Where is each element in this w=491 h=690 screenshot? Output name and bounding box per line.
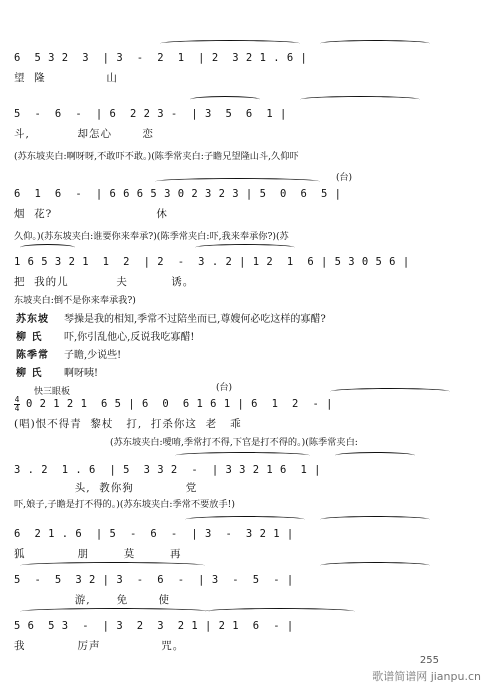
spoken-interjection: 久仰。)(苏东坡夹白:谁要你来奉承?)(陈季常夹白:吓,我来奉承你?)(苏 (14, 231, 289, 242)
lyric-line: 我 厉声 咒。 (14, 640, 185, 652)
percussion-marker: (台) (216, 383, 233, 393)
dialogue-line (16, 328, 483, 343)
slur (330, 388, 450, 395)
time-signature-bottom: 4 (14, 404, 20, 413)
dialogue-text: 子瞻,少说些! (64, 350, 122, 361)
score-system-4 (0, 242, 491, 304)
slur (20, 608, 210, 615)
page-number: 255 (419, 655, 439, 666)
lyric-line: 把 我的儿 夫 诱。 (14, 276, 195, 288)
slur (205, 608, 355, 615)
score-system-9 (0, 606, 491, 656)
slur (185, 516, 305, 523)
lyric-line: 斗, 却怎心 恋 (14, 128, 154, 140)
slur (190, 96, 260, 103)
slur (320, 40, 430, 47)
spoken-interjection: 东坡夹白:倒不是你来奉承我?) (14, 295, 136, 306)
score-system-8 (0, 560, 491, 606)
dialogue-text: 啊呀咦! (64, 368, 99, 379)
lyric-line: 狐 朋 莫 再 (14, 548, 182, 560)
site-watermark: 歌谱简谱网 jianpu.cn (372, 670, 481, 683)
notation-line: 3 . 2 1 . 6 | 5 3 3 2 - | 3 3 2 1 6 1 | (14, 464, 321, 476)
notation-line: 6 5 3 2 3 | 3 - 2 1 | 2 3 2 1 . 6 | (14, 52, 308, 64)
slur (20, 562, 205, 569)
score-system-2 (0, 94, 491, 164)
dialogue-line (16, 364, 483, 379)
notation-line: 0 2 1 2 1 6 5 | 6 0 6 1 6 1 | 6 1 2 - | (26, 398, 333, 410)
notation-line: 6 2 1 . 6 | 5 - 6 - | 3 - 3 2 1 | (14, 528, 294, 540)
percussion-marker: (台) (336, 173, 353, 183)
slur (195, 244, 295, 251)
dialogue-text: 吓,你引乱他心,反说我吃寡醋! (64, 332, 195, 343)
lyric-line: 烟 花? 休 (14, 208, 168, 220)
speaker-name: 陈季常 (16, 350, 49, 361)
slur (335, 452, 415, 459)
dialogue-line (16, 310, 483, 325)
tempo-marking: 快三眼板 (34, 387, 71, 397)
spoken-interjection: (苏东坡夹白:啊呀呀,不敢吓不敢。)(陈季常夹白:子瞻兄望隆山斗,久仰吓 (14, 151, 299, 162)
spoken-interjection: (苏东坡夹白:噯唷,季常打不得,下官是打不得的。)(陈季常夹白: (110, 437, 358, 448)
dialogue-text: 琴操是我的相知,季常不过陪坐而已,尊嫂何必吃这样的寡醋? (64, 314, 326, 325)
slur (320, 562, 430, 569)
score-system-1 (0, 38, 491, 82)
lyric-line: (唱)恨不得青 黎杖 打, 打杀你这 老 乖 (14, 418, 242, 430)
speaker-name: 柳 氏 (16, 332, 43, 343)
speaker-name: 柳 氏 (16, 368, 43, 379)
spoken-interjection: 吓,娘子,子瞻是打不得的。)(苏东坡夹白:季常不要放手!) (14, 499, 235, 510)
score-system-7 (0, 514, 491, 560)
notation-line: 5 - 5 3 2 | 3 - 6 - | 3 - 5 - | (14, 574, 294, 586)
notation-line: 1 6 5 3 2 1 1 2 | 2 - 3 . 2 | 1 2 1 6 | 5 3 0 5 6 | (14, 256, 410, 268)
slur (160, 40, 300, 47)
notation-line: 6 1 6 - | 6 6 6 5 3 0 2 3 2 3 | 5 0 6 5 | (14, 188, 342, 200)
dialogue-line (16, 346, 483, 361)
score-system-3 (0, 170, 491, 240)
lyric-line: 游, 免 使 (14, 594, 170, 606)
score-system-6 (0, 450, 491, 512)
score-system-5 (0, 380, 491, 450)
slur (20, 244, 75, 251)
slur (155, 178, 320, 185)
speaker-name: 苏东坡 (16, 314, 49, 325)
slur (175, 452, 310, 459)
time-signature-top: 4 (14, 395, 20, 404)
slur (320, 516, 430, 523)
lyric-line: 头, 教你狗 党 (14, 482, 198, 494)
notation-line: 5 - 6 - | 6 2 2 3 - | 3 5 6 1 | (14, 108, 287, 120)
notation-line: 5 6 5 3 - | 3 2 3 2 1 | 2 1 6 - | (14, 620, 294, 632)
slur (300, 96, 420, 103)
lyric-line: 望 隆 山 (14, 72, 118, 84)
